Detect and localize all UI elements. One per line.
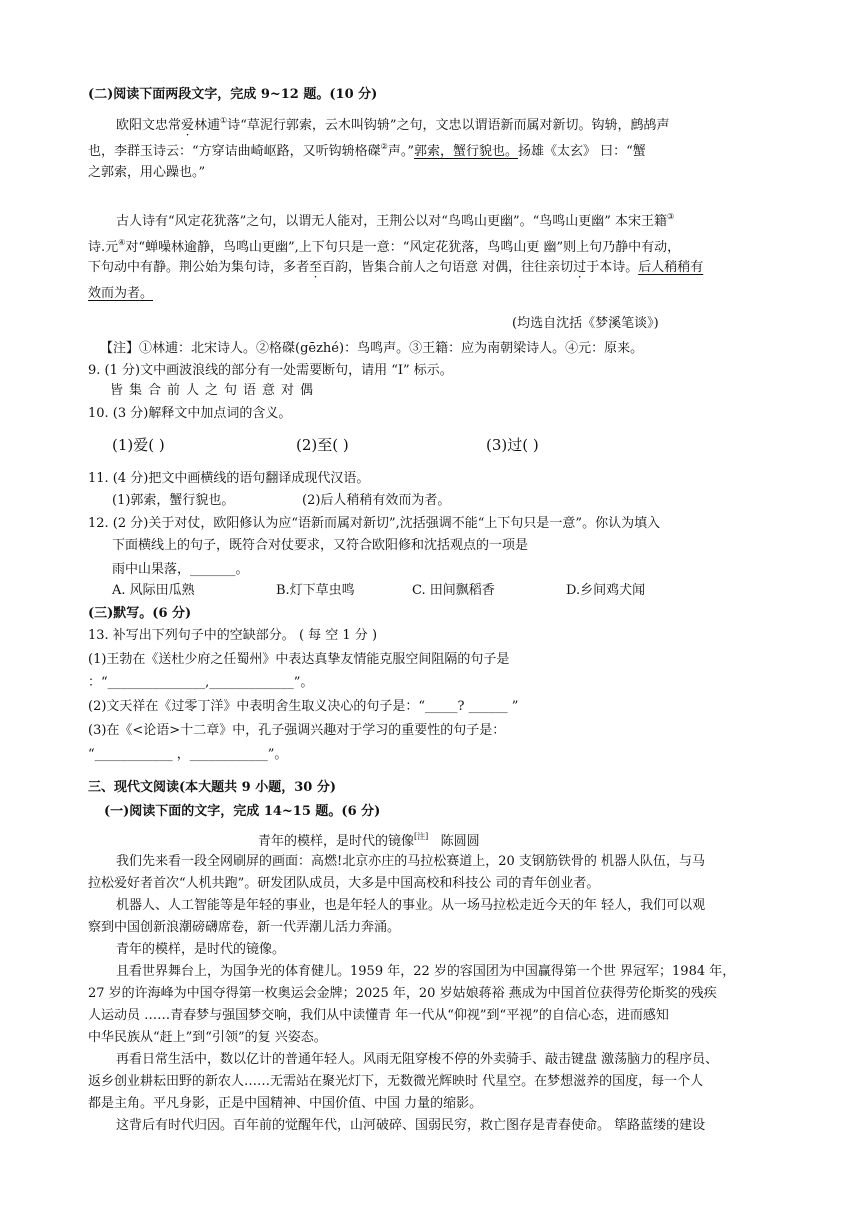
dotted-word-guo: 过 — [573, 260, 587, 275]
q12-option-c: C. 田间飘稻香 — [412, 583, 495, 598]
article-note-mark: [注] — [414, 832, 429, 841]
passage1-line3: 之郭索，用心躁也。” — [88, 165, 206, 180]
text-run: 古人诗有“风定花犹落”之句，以谓无人能对，王荆公以对“鸟鸣山更幽”。“鸟鸣山更幽” 本宋王籍 — [116, 214, 668, 229]
passage2-line4 — [88, 285, 153, 303]
q12-option-d: D.乡间鸡犬闻 — [566, 583, 646, 598]
article-p2-line2: 察到中国创新浪潮磅礴席卷，新一代弄潮儿活力奔涌。 — [88, 920, 401, 935]
footnote-mark: ① — [220, 116, 228, 125]
question-9: 9. (1 分)文中画波浪线的部分有一处需要断句，请用 “I” 标示。 — [88, 363, 453, 378]
q12-option-a: A. 风际田瓜熟 — [112, 583, 195, 598]
q10-item-2: (2)至( ) — [296, 436, 349, 454]
text-run: 诗“草泥行郭索，云木叫钩辀”之句，文忠以谓语新而属对新切。钩辀，鹧鸪声 — [227, 118, 670, 133]
footnotes: 【注】①林逋：北宋诗人。②格磔(gēzhé)：鸟鸣声。③王籍：应为南朝梁诗人。④元：原来。 — [100, 341, 644, 356]
article-p2-line1: 机器人、人工智能等是年轻的事业，也是年轻人的事业。从一场马拉松走近今天的年 轻人，我们可以观 — [116, 898, 706, 913]
article-title-text: 青年的模样，是时代的镜像 — [258, 834, 415, 849]
underlined-sentence-1: 郭索，蟹行貌也。 — [413, 144, 518, 159]
footnote-mark: ③ — [667, 212, 675, 221]
text-run: 百韵，皆集合前人之句语意 对偶，往往亲切 — [322, 260, 574, 275]
q12-option-b: B.灯下草虫鸣 — [276, 583, 355, 598]
source-note: (均选自沈括《梦溪笔谈》) — [512, 316, 659, 331]
passage2-line1 — [116, 208, 674, 231]
question-12-line1: 12. (2 分)关于对仗，欧阳修认为应“语新而属对新切”,沈括强调不能“上下句只是一意”。你认为填入 — [88, 516, 661, 531]
text-run: 声。” — [387, 144, 414, 159]
article-title — [258, 828, 480, 851]
subsection-1-title: (一)阅读下面的文字，完成 14~15 题。(6 分) — [104, 804, 381, 819]
article-p4-line3: 人运动员 ……青春梦与强国梦交响，我们从中读懂青 年一代从“仰视”到“平视”的自信心态，进而感知 — [88, 1008, 669, 1023]
q13-item-2: (2)文天祥在《过零丁洋》中表明舍生取义决心的句子是：“_____? ______ ” — [88, 699, 519, 714]
footnote-mark: ② — [380, 142, 388, 151]
underlined-sentence-2b: 效而为者。 — [88, 286, 154, 301]
passage2-line2 — [88, 234, 680, 257]
q13-item-1b: ：“_______________,_____________”。 — [88, 675, 314, 690]
article-p5-line1: 再看日常生活中，数以亿计的普通年轻人。风雨无阻穿梭不停的外卖骑手、敲击键盘 激荡脑力的程序员、 — [116, 1052, 719, 1067]
q13-item-3a: (3)在《<论语>十二章》中，孔子强调兴趣对于学习的重要性的句子是： — [88, 723, 506, 738]
q10-item-1: (1)爱( ) — [112, 436, 165, 454]
text-run: 林逋 — [194, 118, 221, 133]
underlined-sentence-2a: 后人稍稍有 — [638, 260, 704, 275]
passage1-line1 — [116, 112, 670, 135]
article-p5-line3: 都是主角。平凡身影，正是中国精神、中国价值、中国 力量的缩影。 — [88, 1096, 483, 1111]
footnote-mark: ④ — [118, 238, 126, 247]
article-p5-line2: 返乡创业耕耘田野的新农人……无需站在聚光灯下，无数微光辉映时 代星空。在梦想滋养的国度，每一个人 — [88, 1074, 704, 1089]
question-11: 11. (4 分)把文中画横线的语句翻译成现代汉语。 — [88, 471, 370, 486]
q11-item-1: (1)郭索，蟹行貌也。 — [112, 493, 235, 508]
question-12-line2: 下面横线上的句子，既符合对仗要求，又符合欧阳修和沈括观点的一项是 — [112, 538, 529, 553]
question-9-text: 皆集合前人之句语意对偶 — [110, 383, 320, 398]
dotted-word-ai: 爱 — [181, 118, 195, 133]
q13-item-1a: (1)王勃在《送杜少府之任蜀州》中表达真挚友情能克服空间阻隔的句子是 — [88, 652, 510, 667]
text-run: 扬雄《太玄》 曰：“蟹 — [518, 144, 646, 159]
article-p4-line2: 27 岁的许海峰为中国夺得第一枚奥运会金牌；2025 年，20 岁姑娘蒋裕 燕成为中国首位获得劳伦斯奖的残疾 — [88, 986, 717, 1001]
q11-item-2: (2)后人稍稍有效而为者。 — [302, 493, 451, 508]
text-run: 下句动中有静。荆公始为集句诗，多者 — [88, 260, 310, 275]
question-12-line3: 雨中山果落，_______。 — [112, 562, 249, 577]
article-p6-line1: 这背后有时代归因。百年前的觉醒年代，山河破碎、国弱民穷，救亡图存是青春使命。 筚路蓝缕的建设 — [116, 1118, 706, 1133]
dotted-word-zhi: 至 — [309, 260, 323, 275]
q13-item-3b: “____________ ，____________”。 — [88, 747, 288, 762]
q10-item-3: (3)过( ) — [486, 436, 539, 454]
article-p4-line4: 中华民族从“赶上”到“引领”的复 兴姿态。 — [88, 1030, 327, 1045]
article-p1-line2: 拉松爱好者首次“人机共跑”。研发团队成员，大多是中国高校和科技公 司的青年创业者。 — [88, 876, 600, 891]
article-p1-line1: 我们先来看一段全网刷屏的画面：高燃!北京亦庄的马拉松赛道上，20 支钢筋铁骨的 机器人队伍，与马 — [116, 854, 706, 869]
text-run: 也，李群玉诗云：“方穿诘曲崎岖路，又听钩辀格磔 — [88, 144, 381, 159]
section-2-title: (二)阅读下面两段文字，完成 9~12 题。(10 分) — [88, 87, 378, 102]
text-run: 诗.元 — [88, 240, 119, 255]
question-10: 10. (3 分)解释文中加点词的含义。 — [88, 406, 292, 421]
question-13: 13. 补写出下列句子中的空缺部分。 ( 每 空 1 分 ) — [88, 628, 378, 643]
passage2-line3 — [88, 259, 703, 277]
text-run: 于本诗。 — [586, 260, 639, 275]
part-3-title: 三、现代文阅读(本大题共 9 小题，30 分) — [88, 780, 337, 795]
section-3-title: (三)默写。(6 分) — [88, 606, 192, 621]
text-run: 对“蝉噪林逾静，鸟鸣山更幽”,上下句只是一意：“风定花犹落，鸟鸣山更 幽”则上句乃静中有动， — [125, 240, 681, 255]
article-p4-line1: 且看世界舞台上，为国争光的体育健儿。1959 年，22 岁的容国团为中国赢得第一个世 界冠军；1984 年， — [116, 964, 736, 979]
passage1-line2 — [88, 138, 646, 161]
article-p3: 青年的模样，是时代的镜像。 — [116, 942, 286, 957]
text-run: 欧阳文忠常 — [116, 118, 182, 133]
article-author: 陈圆圆 — [440, 834, 480, 849]
